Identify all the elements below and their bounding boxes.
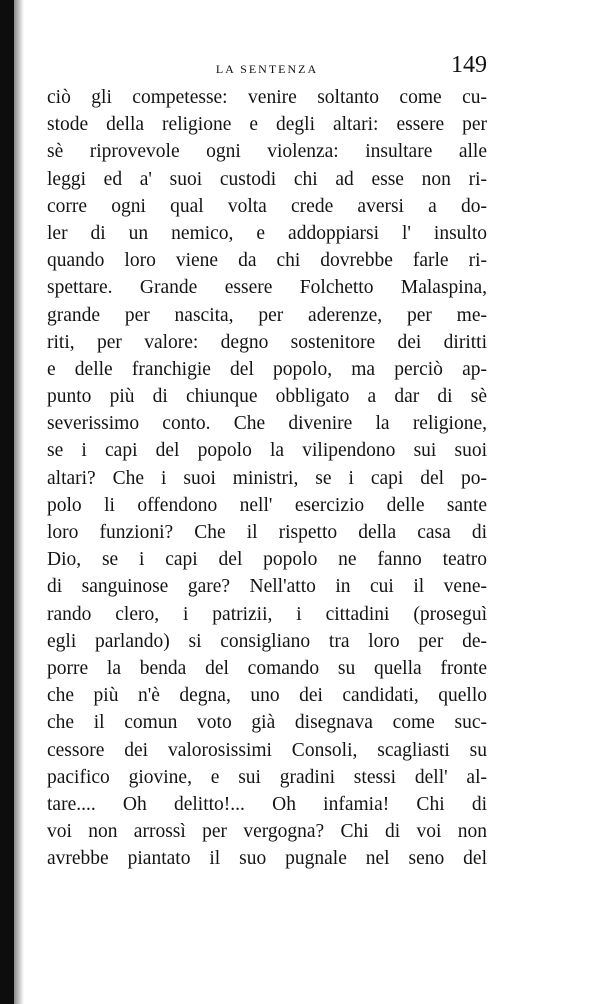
text-line: grande per nascita, per aderenze, per me-	[47, 304, 487, 326]
running-title: LA SENTENZA	[215, 62, 319, 76]
text-line: stode della religione e degli altari: essere per	[47, 114, 487, 136]
text-line: di sanguinose gare? Nell'atto in cui il vene-	[47, 576, 487, 598]
text-line: altari? Che i suoi ministri, se i capi del po-	[47, 467, 487, 489]
text-line: egli parlando) si consigliano tra loro per de-	[47, 630, 487, 652]
text-line: cessore dei valorosissimi Consoli, scagliasti su	[47, 739, 487, 761]
text-line: pacifico giovine, e sui gradini stessi dell' al-	[47, 766, 487, 788]
text-line: corre ogni qual volta crede aversi a do-	[47, 195, 487, 217]
text-line: sè riprovevole ogni violenza: insultare alle	[47, 141, 487, 163]
text-line: ler di un nemico, e addoppiarsi l' insulto	[47, 222, 487, 244]
text-line: severissimo conto. Che divenire la religione,	[47, 413, 487, 435]
text-line: polo li offendono nell' esercizio delle sante	[47, 494, 487, 516]
text-line: e delle franchigie del popolo, ma perciò ap-	[47, 358, 487, 380]
text-line: loro funzioni? Che il rispetto della casa di	[47, 522, 487, 543]
text-line: tare.... Oh delitto!... Oh infamia! Chi di	[47, 793, 487, 815]
text-line: se i capi del popolo la vilipendono sui suoi	[47, 440, 487, 462]
text-line: che più n'è degna, uno dei candidati, quello	[47, 685, 487, 707]
text-line: riti, per valore: degno sostenitore dei diritti	[47, 331, 487, 353]
text-line: Dio, se i capi del popolo ne fanno teatro	[47, 549, 487, 571]
body-text	[47, 84, 487, 872]
text-line: leggi ed a' suoi custodi chi ad esse non ri-	[47, 168, 487, 190]
text-line: avrebbe piantato il suo pugnale nel seno del	[47, 848, 487, 870]
text-line: porre la benda del comando su quella fronte	[47, 657, 487, 679]
text-line: che il comun voto già disegnava come suc-	[47, 712, 487, 734]
text-line: spettare. Grande essere Folchetto Malaspina,	[47, 277, 487, 299]
page-number: 149	[451, 52, 487, 78]
text-line: quando loro viene da chi dovrebbe farle ri-	[47, 250, 487, 272]
running-head	[47, 52, 487, 82]
text-line: punto più di chiunque obbligato a dar di sè	[47, 386, 487, 408]
text-line: rando clero, i patrizii, i cittadini (proseguì	[47, 603, 487, 625]
text-line: ciò gli competesse: venire soltanto come cu-	[47, 87, 487, 108]
text-line: voi non arrossì per vergogna? Chi di voi non	[47, 821, 487, 843]
